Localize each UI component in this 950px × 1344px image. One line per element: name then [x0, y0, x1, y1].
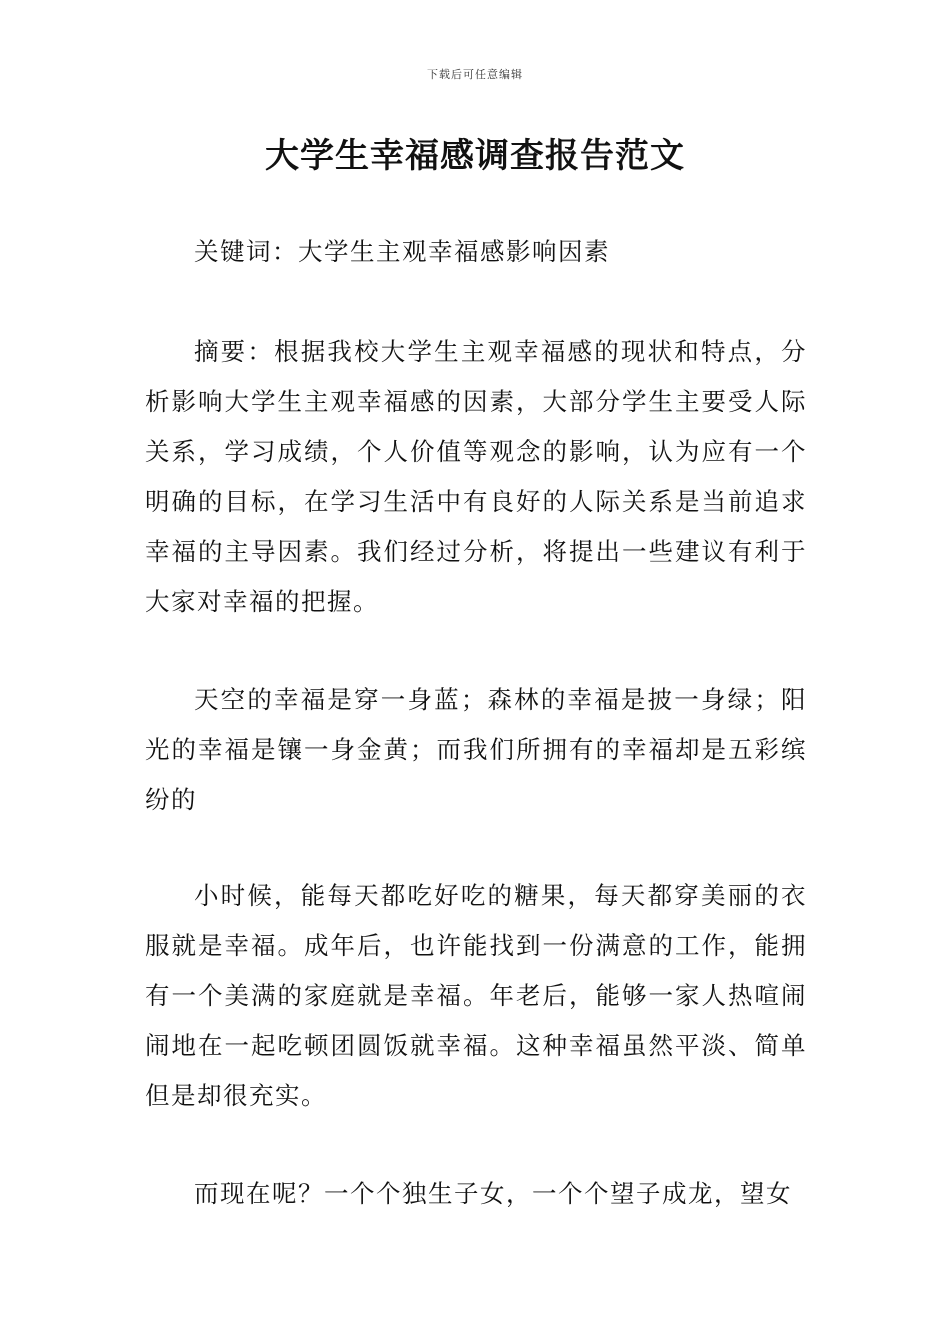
document-title: 大学生幸福感调查报告范文	[265, 136, 685, 176]
header-note: 下载后可任意编辑	[427, 68, 523, 81]
sky-paragraph: 天空的幸福是穿一身蓝；森林的幸福是披一身绿；阳光的幸福是镶一身金黄；而我们所拥有的幸福却是五彩缤纷的	[145, 685, 807, 814]
abstract-paragraph: 摘要：根据我校大学生主观幸福感的现状和特点，分析影响大学生主观幸福感的因素，大部分学生主要受人际关系，学习成绩，个人价值等观念的影响，认为应有一个明确的目标，在学习生活中有良好的人际关系是当前追求幸福的主导因素。我们经过分析，将提出一些建议有利于大家对幸福的把握。	[145, 337, 807, 616]
present-paragraph: 而现在呢？一个个独生子女，一个个望子成龙，望女	[194, 1179, 792, 1208]
childhood-paragraph: 小时候，能每天都吃好吃的糖果，每天都穿美丽的衣服就是幸福。成年后，也许能找到一份满意的工作，能拥有一个美满的家庭就是幸福。年老后，能够一家人热喧闹闹地在一起吃顿团圆饭就幸福。这种幸福虽然平淡、简单但是却很充实。	[145, 881, 807, 1110]
keywords-line: 关键词：大学生主观幸福感影响因素	[194, 237, 610, 266]
